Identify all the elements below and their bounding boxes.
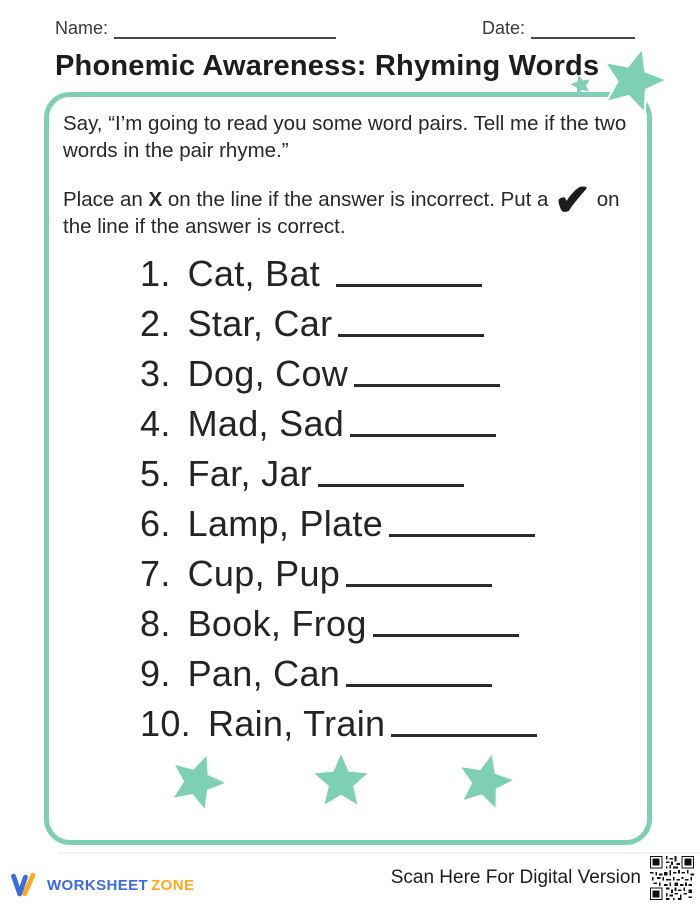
place-suffix: on the line if the answer is correct. — [63, 188, 620, 238]
item-words: Cat, Bat — [187, 253, 321, 294]
answer-line[interactable] — [346, 684, 492, 687]
word-pair-item — [140, 696, 633, 746]
check-mark-icon: ✔ — [554, 176, 592, 225]
word-pair-item — [140, 396, 633, 446]
logo-w-icon — [10, 872, 40, 898]
item-words: Dog, Cow — [187, 353, 349, 394]
answer-line[interactable] — [318, 484, 464, 487]
big-star-icon — [585, 33, 681, 129]
scan-group — [391, 856, 694, 900]
name-date-row — [55, 18, 635, 39]
name-field — [55, 18, 336, 39]
item-words: Pan, Can — [187, 653, 341, 694]
word-pair-item — [140, 246, 633, 296]
item-number: 2. — [140, 303, 171, 344]
date-label: Date: — [481, 18, 525, 38]
word-pair-item — [140, 546, 633, 596]
item-number: 9. — [140, 653, 171, 694]
answer-line[interactable] — [389, 534, 535, 537]
answer-line[interactable] — [346, 584, 492, 587]
worksheetzone-logo — [10, 872, 194, 898]
item-number: 4. — [140, 403, 171, 444]
word-pair-item — [140, 296, 633, 346]
word-pair-list — [63, 246, 633, 746]
item-words: Cup, Pup — [187, 553, 341, 594]
answer-line[interactable] — [373, 634, 519, 637]
bottom-stars — [63, 753, 633, 811]
item-words: Lamp, Plate — [187, 503, 384, 544]
item-number: 5. — [140, 453, 171, 494]
item-words: Far, Jar — [187, 453, 313, 494]
star-icon — [160, 745, 234, 819]
item-number: 3. — [140, 353, 171, 394]
item-number: 10. — [140, 703, 191, 744]
item-words: Star, Car — [187, 303, 333, 344]
word-pair-item — [140, 496, 633, 546]
item-number: 1. — [140, 253, 171, 294]
star-icon — [450, 747, 520, 817]
worksheet-box — [44, 92, 652, 845]
brand-zone: ZONE — [151, 876, 195, 894]
item-words: Rain, Train — [207, 703, 386, 744]
brand-text — [47, 877, 194, 894]
scan-label: Scan Here For Digital Version — [390, 867, 641, 888]
word-pair-item — [140, 346, 633, 396]
answer-line[interactable] — [391, 734, 537, 737]
word-pair-item — [140, 646, 633, 696]
footer-divider — [58, 852, 700, 854]
say-instruction: Say, “I’m going to read you some word pairs. Tell me if the two words in the pair rhyme.” — [63, 112, 627, 162]
x-mark: X — [148, 188, 163, 211]
item-number: 7. — [140, 553, 171, 594]
page-title: Phonemic Awareness: Rhyming Words — [55, 50, 600, 82]
qr-code — [650, 856, 694, 900]
answer-line[interactable] — [350, 434, 496, 437]
answer-line[interactable] — [338, 334, 484, 337]
title-star-decoration — [558, 44, 673, 120]
word-pair-item — [140, 446, 633, 496]
name-label: Name: — [55, 18, 109, 38]
item-words: Mad, Sad — [187, 403, 345, 444]
place-mid: on the line if the answer is incorrect. Put a — [162, 188, 555, 211]
item-number: 6. — [140, 503, 171, 544]
answer-line[interactable] — [336, 284, 482, 287]
place-prefix: Place an — [63, 188, 149, 211]
name-blank-line[interactable] — [114, 19, 336, 39]
item-words: Book, Frog — [187, 603, 367, 644]
word-pair-item — [140, 596, 633, 646]
answer-line[interactable] — [354, 384, 500, 387]
place-instruction — [63, 176, 638, 240]
star-icon — [312, 753, 370, 811]
item-number: 8. — [140, 603, 171, 644]
brand-worksheet: WORKSHEET — [47, 876, 149, 894]
